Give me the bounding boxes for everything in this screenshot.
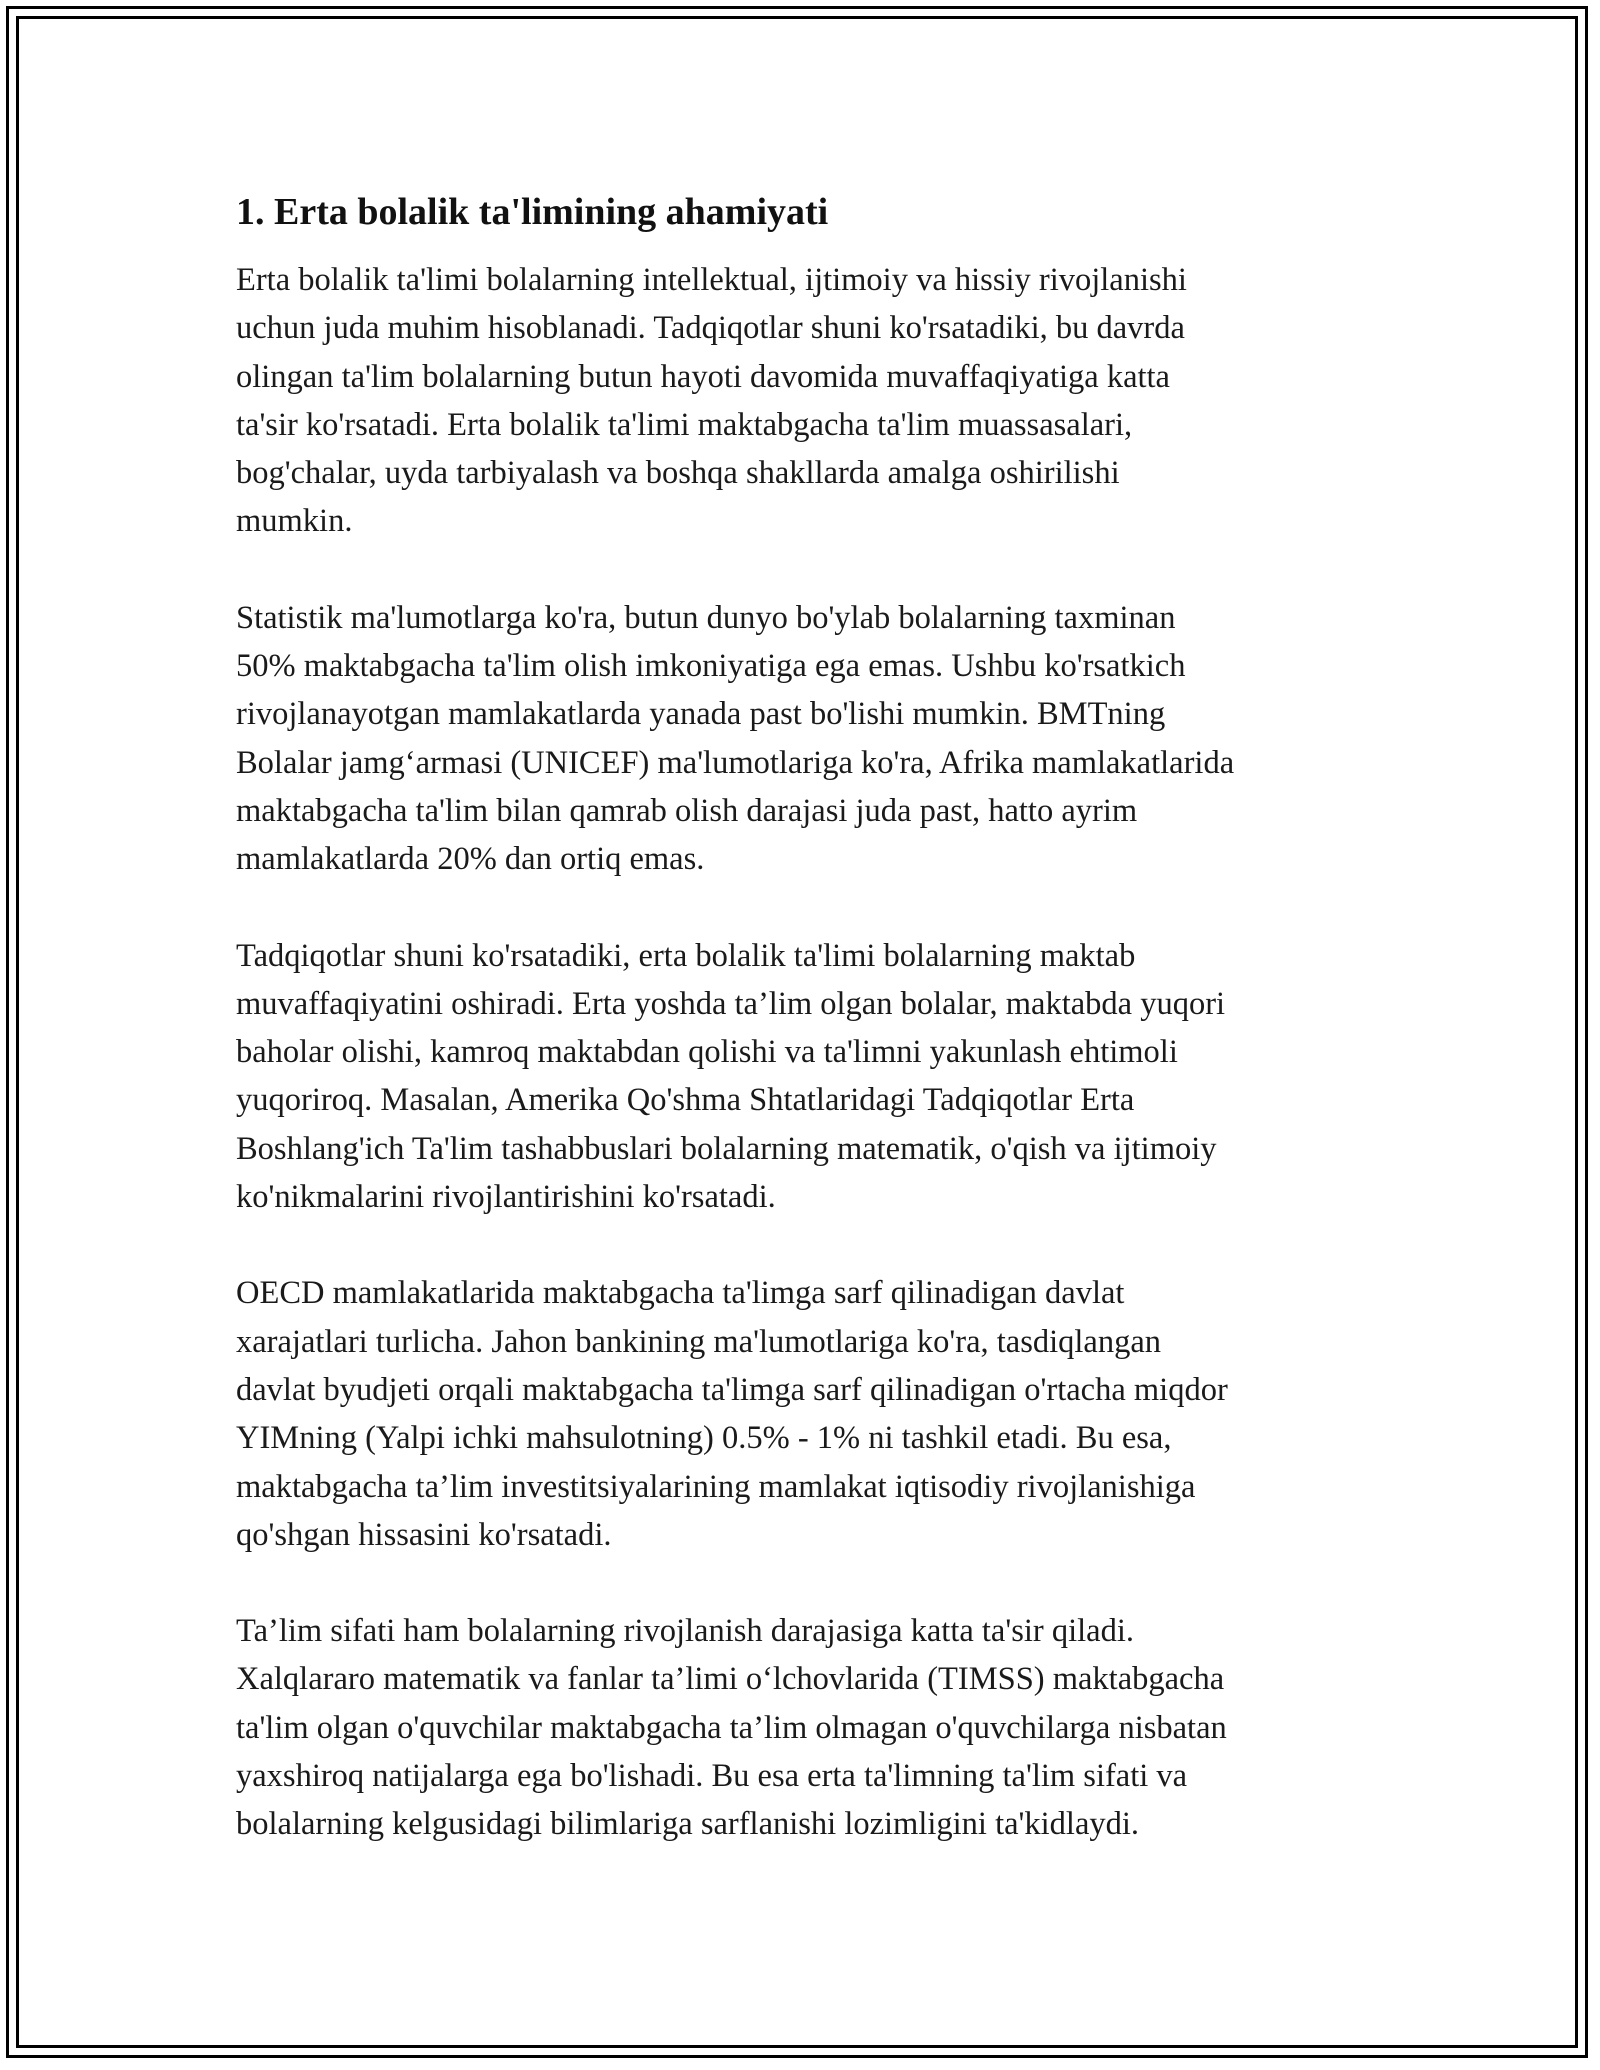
text-line: Xalqlararo matematik va fanlar ta’limi o‘lchovlarida (TIMSS) maktabgacha (236, 1661, 1225, 1698)
text-line: muvaffaqiyatini oshiradi. Erta yoshda ta’lim olgan bolalar, maktabda yuqori (236, 985, 1226, 1022)
text-line: baholar olishi, kamroq maktabdan qolishi va ta'limni yakunlash ehtimoli (236, 1034, 1178, 1071)
text-line: Erta bolalik ta'limi bolalarning intellektual, ijtimoiy va hissiy rivojlanishi (236, 262, 1187, 298)
text-line: ko'nikmalarini rivojlantirishini ko'rsatadi. (236, 1179, 776, 1216)
text-line: YIMning (Yalpi ichki mahsulotning) 0.5% - 1% ni tashkil etadi. Bu esa, (236, 1420, 1172, 1457)
text-line: maktabgacha ta’lim investitsiyalarining mamlakat iqtisodiy rivojlanishiga (236, 1468, 1196, 1505)
paragraph-quality (236, 1607, 1386, 1848)
text-line: mamlakatlarda 20% dan ortiq emas. (236, 841, 705, 878)
text-line: maktabgacha ta'lim bilan qamrab olish darajasi juda past, hatto ayrim (236, 792, 1138, 829)
text-line: bog'chalar, uyda tarbiyalash va boshqa shakllarda amalga oshirilishi (236, 455, 1120, 492)
text-line: OECD mamlakatlarida maktabgacha ta'limga sarf qilinadigan davlat (236, 1275, 1125, 1312)
text-line: Bolalar jamg‘armasi (UNICEF) ma'lumotlariga ko'ra, Afrika mamlakatlarida (236, 744, 1235, 781)
text-line: Statistik ma'lumotlarga ko'ra, butun dunyo bo'ylab bolalarning taxminan (236, 599, 1176, 636)
text-line: yaxshiroq natijalarga ega bo'lishadi. Bu esa erta ta'limning ta'lim sifati va (236, 1758, 1188, 1795)
text-line: Tadqiqotlar shuni ko'rsatadiki, erta bolalik ta'limi bolalarning maktab (236, 937, 1136, 974)
paragraph-research (236, 932, 1386, 1222)
text-line: qo'shgan hissasini ko'rsatadi. (236, 1516, 612, 1553)
text-line: rivojlanayotgan mamlakatlarda yanada past bo'lishi mumkin. BMTning (236, 696, 1166, 733)
text-line: davlat byudjeti orqali maktabgacha ta'limga sarf qilinadigan o'rtacha miqdor (236, 1371, 1228, 1408)
text-line: ta'lim olgan o'quvchilar maktabgacha ta’lim olmagan o'quvchilarga nisbatan (236, 1709, 1227, 1746)
text-line: yuqoriroq. Masalan, Amerika Qo'shma Shtatlaridagi Tadqiqotlar Erta (236, 1082, 1135, 1119)
text-line: xarajatlari turlicha. Jahon bankining ma'lumotlariga ko'ra, tasdiqlangan (236, 1323, 1162, 1360)
text-line: Boshlang'ich Ta'lim tashabbuslari bolalarning matematik, o'qish va ijtimoiy (236, 1130, 1217, 1167)
text-line: 50% maktabgacha ta'lim olish imkoniyatiga ega emas. Ushbu ko'rsatkich (236, 648, 1186, 685)
text-line: ta'sir ko'rsatadi. Erta bolalik ta'limi maktabgacha ta'lim muassasalari, (236, 406, 1133, 443)
text-line: uchun juda muhim hisoblanadi. Tadqiqotlar shuni ko'rsatadiki, bu davrda (236, 310, 1185, 347)
text-line: olingan ta'lim bolalarning butun hayoti davomida muvaffaqiyatiga katta (236, 358, 1170, 395)
section-heading: 1. Erta bolalik ta'limining ahamiyati (236, 191, 829, 233)
paragraph-importance (236, 256, 1386, 546)
paragraph-oecd (236, 1269, 1386, 1559)
text-line: bolalarning kelgusidagi bilimlariga sarflanishi lozimligini ta'kidlaydi. (236, 1806, 1140, 1843)
text-line: Ta’lim sifati ham bolalarning rivojlanish darajasiga katta ta'sir qiladi. (236, 1613, 1134, 1650)
paragraph-statistics (236, 594, 1386, 884)
document-body (236, 188, 1386, 1897)
text-line: mumkin. (236, 503, 353, 540)
